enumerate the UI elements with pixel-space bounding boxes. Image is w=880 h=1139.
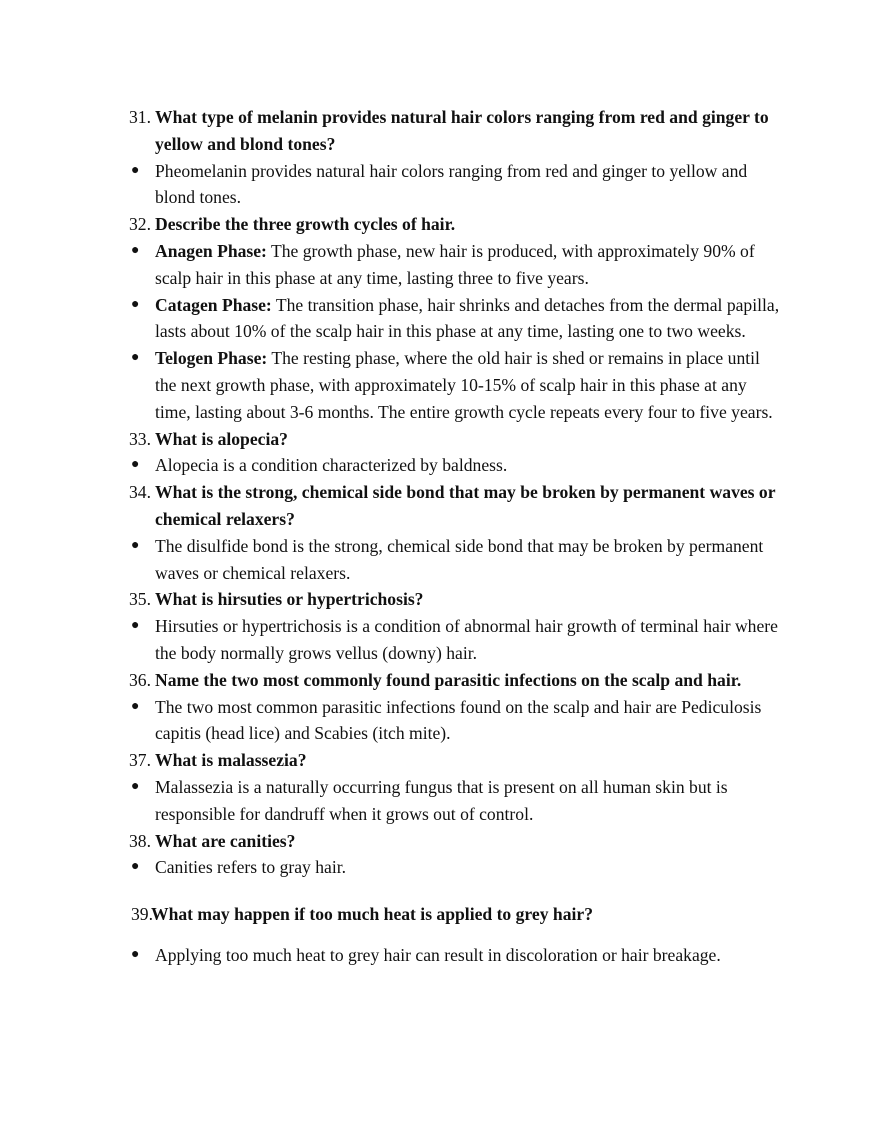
answer-text: The disulfide bond is the strong, chemical side bond that may be broken by permanent waves or chemical relaxers. — [155, 535, 764, 583]
question-number: 34. — [129, 482, 151, 503]
answer-item — [0, 613, 780, 667]
question-item — [0, 667, 780, 694]
document-body — [0, 104, 880, 969]
answer-text: The growth phase, new hair is produced, with approximately 90% of scalp hair in this phase at any time, lasting three to five years. — [155, 240, 755, 288]
question-number: 31. — [129, 107, 151, 127]
answer-text: Canities refers to gray hair. — [155, 857, 347, 878]
bullet-icon: ● — [131, 946, 140, 962]
question-text: Name the two most commonly found parasitic infections on the scalp and hair. — [155, 669, 742, 690]
answer-text: The resting phase, where the old hair is shed or remains in place until the next growth phase, with approximately 10-15% of scalp hair in this phase at any time, lasting about 3-6 months. The entire growth cycle repeats every four to five years. — [155, 348, 773, 422]
answer-item — [0, 694, 780, 748]
bullet-icon: ● — [131, 350, 140, 366]
answer-text: Alopecia is a condition characterized by baldness. — [155, 455, 508, 476]
question-number: 35. — [129, 589, 151, 610]
bullet-icon: ● — [131, 698, 140, 714]
question-item — [0, 747, 780, 774]
answer-text: Hirsuties or hypertrichosis is a condition of abnormal hair growth of terminal hair where the body normally grows vellus (downy) hair. — [155, 616, 778, 663]
answer-item — [0, 854, 780, 881]
answer-item — [0, 452, 780, 479]
question-item — [0, 586, 780, 613]
answer-item — [0, 774, 780, 828]
question-item — [0, 479, 780, 533]
question-number: 33. — [129, 428, 151, 449]
answer-lead: Catagen Phase: — [155, 294, 272, 315]
question-text: What is the strong, chemical side bond that may be broken by permanent waves or chemical relaxers? — [155, 482, 776, 529]
bullet-icon: ● — [131, 296, 140, 312]
question-number: 38. — [129, 830, 151, 851]
question-number: 36. — [129, 669, 151, 690]
answer-text: The transition phase, hair shrinks and detaches from the dermal papilla, lasts about 10% of the scalp hair in this phase at any time, lasting one to two weeks. — [155, 294, 780, 342]
question-text: What is alopecia? — [155, 428, 288, 449]
question-text: What is hirsuties or hypertrichosis? — [155, 589, 424, 610]
question-number: 32. — [129, 214, 151, 235]
question-text: What may happen if too much heat is applied to grey hair? — [151, 904, 593, 925]
question-text: What are canities? — [155, 830, 296, 851]
answer-item — [0, 292, 780, 346]
answer-item — [0, 345, 780, 425]
bullet-icon: ● — [131, 162, 140, 178]
question-text: What is malassezia? — [155, 750, 307, 771]
answer-text: Malassezia is a naturally occurring fungus that is present on all human skin but is responsible for dandruff when it grows out of control. — [155, 776, 728, 824]
bullet-icon: ● — [131, 778, 140, 794]
question-number: 37. — [129, 750, 151, 771]
question-item — [0, 426, 780, 453]
question-39 — [0, 901, 776, 928]
question-item — [0, 211, 780, 238]
question-text: What type of melanin provides natural hair colors ranging from red and ginger to yellow and blond tones? — [155, 107, 769, 154]
question-item — [0, 104, 780, 158]
answer-lead: Telogen Phase: — [155, 348, 268, 369]
answer-39 — [0, 942, 780, 969]
bullet-icon: ● — [131, 618, 140, 634]
bullet-icon: ● — [131, 537, 140, 553]
question-text: Describe the three growth cycles of hair. — [155, 214, 456, 235]
answer-text: The two most common parasitic infections found on the scalp and hair are Pediculosis capitis (head lice) and Scabies (itch mite). — [155, 696, 762, 744]
answer-text: Pheomelanin provides natural hair colors ranging from red and ginger to yellow and blond tones. — [155, 160, 748, 208]
bullet-icon: ● — [131, 457, 140, 473]
answer-lead: Anagen Phase: — [155, 240, 267, 261]
answer-item — [0, 533, 780, 587]
question-item — [0, 828, 780, 855]
answer-item — [0, 158, 780, 212]
answer-item — [0, 238, 780, 292]
bullet-icon: ● — [131, 242, 140, 258]
bullet-icon: ● — [131, 859, 140, 875]
question-number: 39. — [131, 904, 153, 925]
qa-list — [0, 104, 880, 881]
answer-text: Applying too much heat to grey hair can result in discoloration or hair breakage. — [155, 944, 721, 965]
